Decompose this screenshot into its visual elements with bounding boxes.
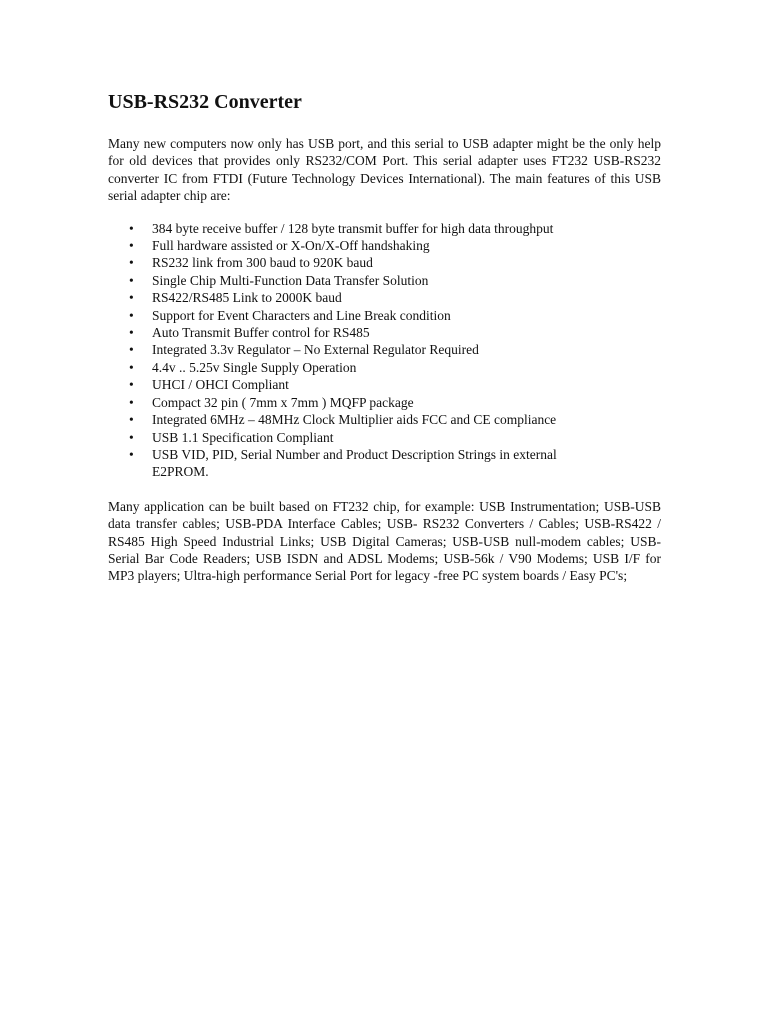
bullet-icon: •	[129, 412, 134, 428]
feature-text: Integrated 3.3v Regulator – No External Regulator Required	[152, 342, 479, 358]
bullet-icon: •	[129, 220, 134, 236]
feature-list-item	[108, 394, 608, 411]
feature-list-item	[108, 446, 608, 481]
feature-list-item	[108, 411, 608, 428]
feature-text: Support for Event Characters and Line Break condition	[152, 307, 451, 323]
feature-text: 384 byte receive buffer / 128 byte transmit buffer for high data throughput	[152, 220, 554, 236]
bullet-icon: •	[129, 238, 134, 254]
feature-text: RS422/RS485 Link to 2000K baud	[152, 290, 342, 306]
feature-list-item	[108, 254, 608, 271]
feature-list-item	[108, 289, 608, 306]
feature-text: UHCI / OHCI Compliant	[152, 377, 289, 393]
feature-text: Auto Transmit Buffer control for RS485	[152, 325, 370, 341]
feature-list-item	[108, 324, 608, 341]
bullet-icon: •	[129, 377, 134, 393]
applications-paragraph: Many application can be built based on FT232 chip, for example: USB Instrumentation; USB-USB data transfer cables; USB-PDA Interface Cables; USB- RS232 Converters / Cables; USB-RS422 / RS485 High Speed Industrial Links; USB Digital Cameras; USB-USB null-modem cables; USB-Serial Bar Code Readers; USB ISDN and ADSL Modems; USB-56k / V90 Modems; USB I/F for MP3 players; Ultra-high performance Serial Port for legacy -free PC system boards / Easy PC's;	[108, 498, 661, 584]
bullet-icon: •	[129, 446, 134, 462]
feature-text: USB 1.1 Specification Compliant	[152, 429, 334, 445]
feature-text: Compact 32 pin ( 7mm x 7mm ) MQFP package	[152, 394, 414, 410]
feature-text: Full hardware assisted or X-On/X-Off handshaking	[152, 238, 430, 254]
feature-list-item	[108, 376, 608, 393]
feature-list-item	[108, 429, 608, 446]
bullet-icon: •	[129, 359, 134, 375]
bullet-icon: •	[129, 342, 134, 358]
feature-text: RS232 link from 300 baud to 920K baud	[152, 255, 373, 271]
feature-text: USB VID, PID, Serial Number and Product Description Strings in external E2PROM.	[152, 446, 557, 480]
feature-list-item	[108, 272, 608, 289]
document-page	[108, 88, 661, 585]
feature-text: 4.4v .. 5.25v Single Supply Operation	[152, 359, 357, 375]
bullet-icon: •	[129, 307, 134, 323]
feature-list-item	[108, 220, 608, 237]
bullet-icon: •	[129, 325, 134, 341]
bullet-icon: •	[129, 394, 134, 410]
bullet-icon: •	[129, 272, 134, 288]
feature-list-item	[108, 307, 608, 324]
intro-paragraph: Many new computers now only has USB port, and this serial to USB adapter might be the only help for old devices that provides only RS232/COM Port. This serial adapter uses FT232 USB-RS232 converter IC from FTDI (Future Technology Devices International). The main features of this USB serial adapter chip are:	[108, 136, 661, 204]
bullet-icon: •	[129, 255, 134, 271]
document-title: USB-RS232 Converter	[108, 91, 302, 113]
bullet-icon: •	[129, 290, 134, 306]
feature-list-item	[108, 341, 608, 358]
feature-text: Integrated 6MHz – 48MHz Clock Multiplier aids FCC and CE compliance	[152, 412, 557, 428]
feature-list	[108, 220, 608, 481]
feature-list-item	[108, 359, 608, 376]
feature-text: Single Chip Multi-Function Data Transfer Solution	[152, 272, 429, 288]
bullet-icon: •	[129, 429, 134, 445]
feature-list-item	[108, 237, 608, 254]
